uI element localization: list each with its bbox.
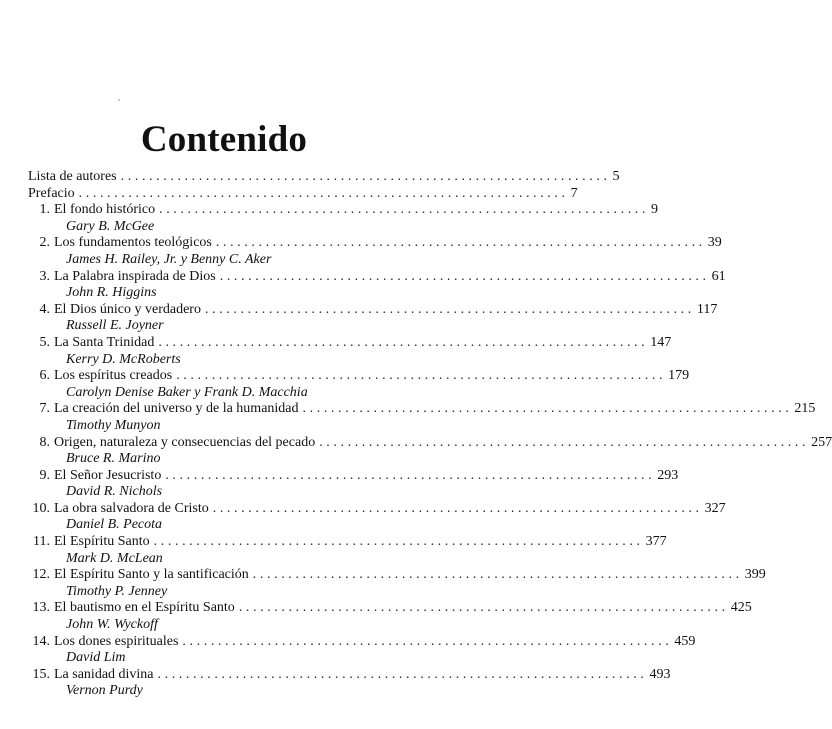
chapter-number: 2. (39, 235, 50, 251)
chapter-title: La Santa Trinidad (54, 334, 155, 350)
toc-row-chapter-7 (28, 401, 816, 418)
dot-leader: ..................................................................... (78, 185, 569, 201)
chapter-title: Origen, naturaleza y consecuencias del pecado (54, 434, 316, 450)
toc-row-chapter-8 (28, 434, 832, 452)
chapter-page-number: 9 (651, 202, 659, 218)
chapter-title: El bautismo en el Espíritu Santo (54, 600, 235, 616)
chapter-page-number: 425 (730, 600, 752, 616)
chapter-author: Timothy Munyon (66, 417, 161, 433)
chapter-number: 7. (39, 401, 50, 417)
chapter-title: Los espíritus creados (54, 368, 173, 384)
toc-row-chapter-2 (28, 235, 722, 252)
stray-mark (118, 99, 120, 101)
chapter-number: 15. (32, 666, 50, 682)
chapter-title: El Espíritu Santo (54, 534, 150, 550)
chapter-author: Gary B. McGee (66, 218, 155, 234)
chapter-page-number: 377 (645, 534, 667, 550)
toc-row-chapter-12 (28, 567, 766, 584)
chapter-number: 8. (39, 434, 50, 450)
toc-row-prefacio (28, 185, 578, 203)
chapter-number: 14. (32, 633, 50, 649)
chapter-title: El Dios único y verdadero (54, 301, 201, 317)
toc-page-number: 7 (570, 185, 578, 201)
chapter-author: Vernon Purdy (66, 683, 143, 699)
chapter-page-number: 327 (704, 500, 726, 516)
chapter-number: 11. (33, 534, 50, 550)
chapter-title: Los fundamentos teológicos (54, 235, 212, 251)
chapter-title: La Palabra inspirada de Dios (54, 268, 216, 284)
toc-row-chapter-9 (28, 467, 679, 485)
dot-leader: ..................................................................... (238, 600, 729, 616)
chapter-number: 5. (39, 334, 50, 350)
dot-leader: ..................................................................... (165, 467, 656, 483)
chapter-title: La creación del universo y de la humanidad (54, 401, 299, 417)
dot-leader: ..................................................................... (182, 633, 673, 649)
chapter-page-number: 459 (674, 633, 696, 649)
dot-leader: ..................................................................... (158, 334, 649, 350)
toc-row-chapter-15 (28, 666, 671, 684)
chapter-number: 3. (39, 268, 50, 284)
dot-leader: ..................................................................... (153, 534, 644, 550)
chapter-number: 12. (32, 567, 50, 583)
chapter-author: James H. Railey, Jr. y Benny C. Aker (66, 251, 272, 267)
dot-leader: ..................................................................... (219, 268, 710, 284)
chapter-title: Los dones espirituales (54, 633, 179, 649)
chapter-page-number: 293 (657, 467, 679, 483)
chapter-page-number: 117 (696, 301, 718, 317)
toc-row-lista-de-autores (28, 169, 620, 186)
toc-row-chapter-10 (28, 500, 726, 518)
chapter-title: El Espíritu Santo y la santificación (54, 567, 249, 583)
chapter-number: 13. (32, 600, 50, 616)
page-title: Contenido (140, 119, 308, 160)
toc-row-chapter-4 (28, 301, 718, 319)
chapter-number: 6. (39, 368, 50, 384)
dot-leader: ..................................................................... (176, 368, 667, 384)
toc-row-chapter-14 (28, 633, 696, 651)
toc-row-chapter-3 (28, 268, 726, 286)
toc-row-chapter-1 (28, 202, 659, 219)
chapter-title: El fondo histórico (54, 202, 156, 218)
chapter-page-number: 61 (711, 268, 726, 284)
chapter-number: 1. (39, 202, 50, 218)
dot-leader: ..................................................................... (204, 301, 695, 317)
toc-entry-label: Prefacio (28, 185, 75, 201)
dot-leader: ..................................................................... (215, 235, 706, 251)
dot-leader: ..................................................................... (159, 202, 650, 218)
toc-entry-label: Lista de autores (28, 169, 117, 184)
toc-page-number: 5 (612, 169, 620, 184)
chapter-page-number: 215 (794, 401, 816, 417)
toc-row-chapter-6 (28, 368, 690, 385)
chapter-author: Bruce R. Marino (66, 451, 161, 467)
chapter-author: John W. Wyckoff (66, 617, 158, 633)
chapter-author: David R. Nichols (66, 484, 163, 500)
chapter-author: David Lim (66, 650, 126, 666)
dot-leader: ..................................................................... (252, 567, 743, 583)
chapter-page-number: 179 (668, 368, 690, 384)
chapter-number: 9. (39, 467, 50, 483)
dot-leader: ..................................................................... (212, 500, 703, 516)
dot-leader: ..................................................................... (120, 169, 611, 184)
toc-row-chapter-5 (28, 334, 672, 352)
chapter-author: Timothy P. Jenney (66, 583, 168, 599)
table-of-contents (28, 169, 832, 700)
dot-leader: ..................................................................... (319, 434, 810, 450)
chapter-page-number: 399 (744, 567, 766, 583)
toc-row-chapter-11 (28, 534, 667, 551)
chapter-author: Carolyn Denise Baker y Frank D. Macchia (66, 384, 308, 400)
chapter-author: Mark D. McLean (66, 550, 163, 566)
chapter-title: La sanidad divina (54, 666, 154, 682)
chapter-list (28, 202, 832, 700)
chapter-author: John R. Higgins (66, 285, 157, 301)
chapter-number: 4. (39, 301, 50, 317)
chapter-page-number: 147 (650, 334, 672, 350)
chapter-author: Russell E. Joyner (66, 318, 164, 334)
chapter-title: La obra salvadora de Cristo (54, 500, 209, 516)
chapter-number: 10. (32, 500, 50, 516)
dot-leader: ..................................................................... (302, 401, 793, 417)
chapter-page-number: 39 (707, 235, 722, 251)
chapter-author: Daniel B. Pecota (66, 517, 163, 533)
dot-leader: ..................................................................... (157, 666, 648, 682)
chapter-title: El Señor Jesucristo (54, 467, 162, 483)
chapter-page-number: 493 (649, 666, 671, 682)
chapter-author: Kerry D. McRoberts (66, 351, 181, 367)
toc-row-chapter-13 (28, 600, 752, 617)
chapter-page-number: 257 (811, 434, 832, 450)
